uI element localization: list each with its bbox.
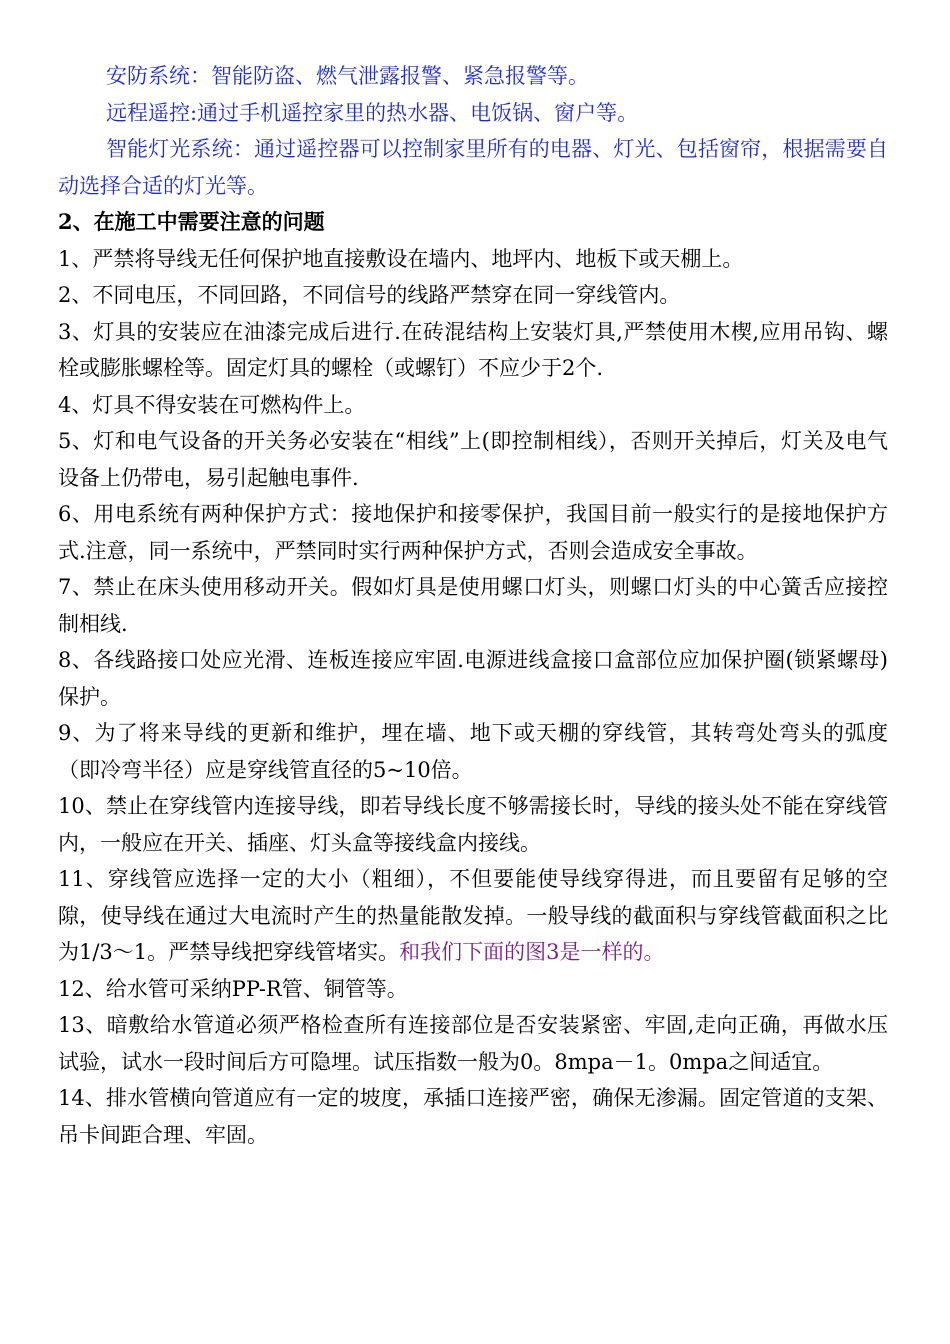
item-8: 8、各线路接口处应光滑、连板连接应牢固.电源进线盒接口盒部位应加保护圈(锁紧螺母)保护。 — [58, 648, 888, 709]
document-page — [58, 58, 888, 1153]
item-14: 14、排水管横向管道应有一定的坡度，承插口连接严密，确保无渗漏。固定管道的支架、吊卡间距合理、牢固。 — [58, 1086, 888, 1147]
item-10: 10、禁止在穿线管内连接导线，即若导线长度不够需接长时，导线的接头处不能在穿线管内，一般应在开关、插座、灯头盒等接线盒内接线。 — [58, 794, 888, 855]
item-7: 7、禁止在床头使用移动开关。假如灯具是使用螺口灯头，则螺口灯头的中心簧舌应接控制相线. — [58, 575, 888, 636]
item-5: 5、灯和电气设备的开关务必安装在“相线”上(即控制相线），否则开关掉后，灯关及电气设备上仍带电，易引起触电事件. — [58, 429, 888, 490]
section-heading: 2、在施工中需要注意的问题 — [58, 209, 325, 234]
intro-security: 安防系统：智能防盗、燃气泄露报警、紧急报警等。 — [106, 64, 589, 88]
item-4: 4、灯具不得安装在可燃构件上。 — [58, 392, 366, 417]
item-11-note: 和我们下面的图3是一样的。 — [399, 940, 665, 964]
intro-remote-control: 远程遥控:通过手机遥控家里的热水器、电饭锅、窗户等。 — [106, 100, 639, 125]
item-13: 13、暗敷给水管道必须严格检查所有连接部位是否安装紧密、牢固,走向正确，再做水压试验，试水一段时间后方可隐埋。试压指数一般为0。8mpa－1。0mpa之间适宜。 — [58, 1013, 888, 1074]
item-2: 2、不同电压，不同回路，不同信号的线路严禁穿在同一穿线管内。 — [58, 283, 681, 307]
item-6: 6、用电系统有两种保护方式：接地保护和接零保护，我国目前一般实行的是接地保护方式.注意，同一系统中，严禁同时实行两种保护方式，否则会造成安全事故。 — [58, 502, 888, 563]
intro-smart-lighting: 智能灯光系统：通过遥控器可以控制家里所有的电器、灯光、包括窗帘，根据需要自动选择合适的灯光等。 — [58, 137, 888, 198]
item-11 — [58, 861, 888, 971]
item-9: 9、为了将来导线的更新和维护，埋在墙、地下或天棚的穿线管，其转弯处弯头的弧度（即冷弯半径）应是穿线管直径的5~10倍。 — [58, 721, 888, 782]
item-12: 12、给水管可采纳PP-R管、铜管等。 — [58, 976, 408, 1001]
item-11-text: 11、穿线管应选择一定的大小（粗细），不但要能使导线穿得进，而且要留有足够的空隙，使导线在通过大电流时产生的热量能散发掉。一般导线的截面积与穿线管截面积之比为1/3～1。严禁导线把穿线管堵实。 — [58, 867, 888, 964]
item-1: 1、严禁将导线无任何保护地直接敷设在墙内、地坪内、地板下或天棚上。 — [58, 246, 744, 271]
item-3: 3、灯具的安装应在油漆完成后进行.在砖混结构上安装灯具,严禁使用木楔,应用吊钩、螺栓或膨胀螺栓等。固定灯具的螺栓（或螺钉）不应少于2个. — [58, 319, 888, 380]
